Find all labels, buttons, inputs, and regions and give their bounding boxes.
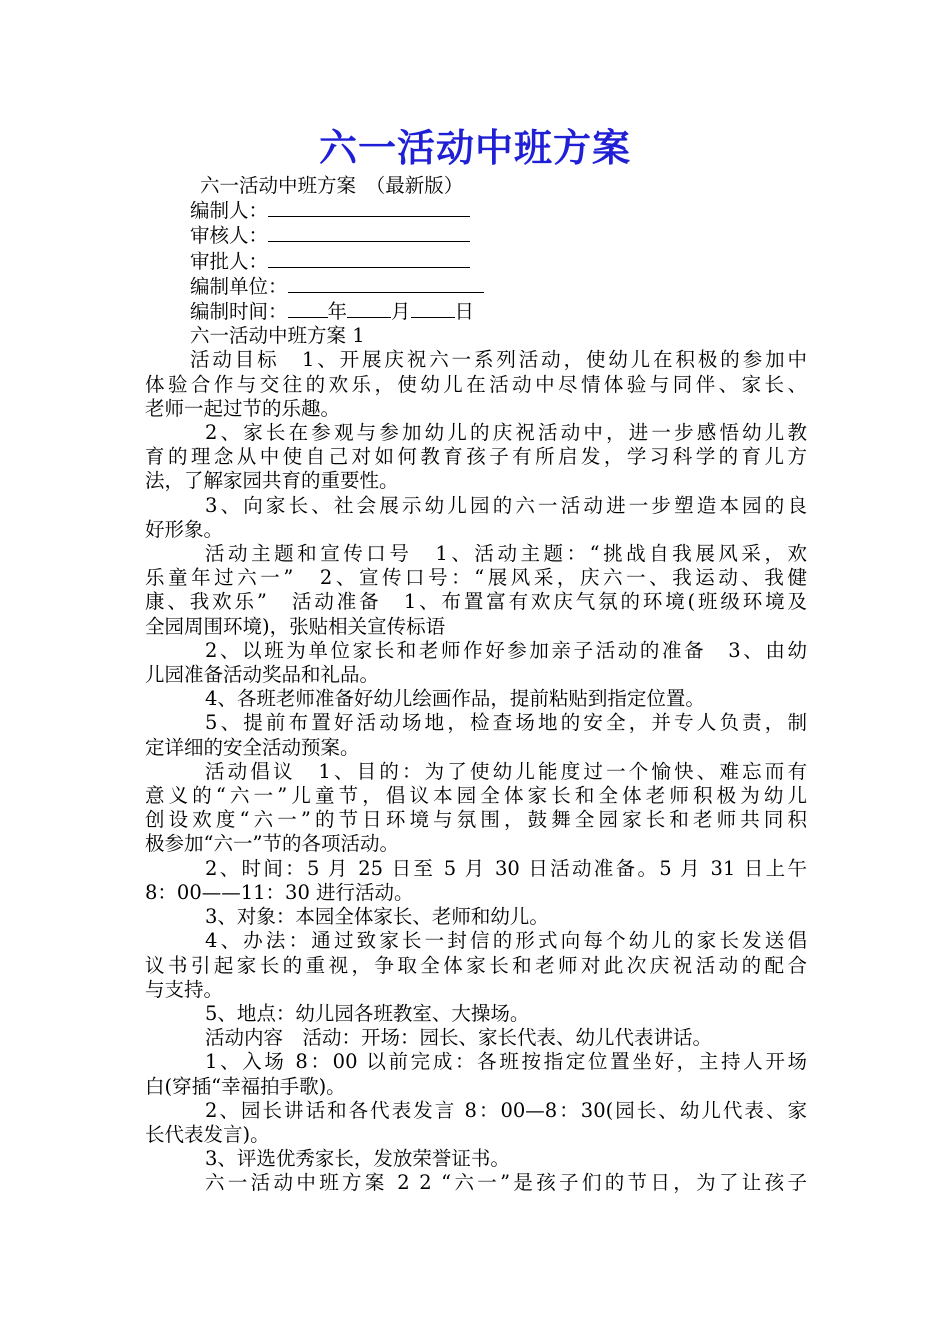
text-line: 极参加“六一”节的各项活动。 — [145, 832, 399, 856]
month-blank — [347, 299, 391, 318]
text-line: 2、园长讲话和各代表发言 8：00—8：30(园长、幼儿代表、家 — [205, 1098, 807, 1122]
approver-blank — [268, 249, 470, 268]
text-line: 与支持。 — [145, 977, 224, 1001]
text-line: 5、提前布置好活动场地，检查场地的安全，并专人负责，制 — [205, 711, 807, 735]
reviewer-field — [145, 223, 807, 248]
text-line: 活动目标 1、开展庆祝六一系列活动，使幼儿在积极的参加中 — [190, 348, 807, 372]
year-blank — [288, 299, 328, 318]
editor-label: 编制人： — [190, 199, 269, 223]
section-heading: 六一活动中班方案 1 — [190, 324, 365, 348]
text-line: 儿园准备活动奖品和礼品。 — [145, 663, 380, 687]
text-line: 老师一起过节的乐趣。 — [145, 396, 341, 420]
text-line: 2、家长在参观与参加幼儿的庆祝活动中，进一步感悟幼儿教 — [205, 421, 807, 445]
day-blank — [411, 299, 455, 318]
document-subtitle: 六一活动中班方案 （最新版） — [200, 174, 464, 197]
text-line: 全园周围环境)，张贴相关宣传标语 — [145, 614, 446, 638]
text-line: 创设欢度“六一”的节日环境与氛围，鼓舞全园家长和老师共同积 — [145, 808, 807, 832]
approver-field — [145, 249, 807, 274]
month-label: 月 — [391, 300, 411, 324]
text-line: 活动内容 活动：开场：园长、家长代表、幼儿代表讲话。 — [205, 1026, 713, 1050]
day-label: 日 — [454, 300, 475, 324]
unit-blank — [288, 274, 484, 293]
text-line: 定详细的安全活动预案。 — [145, 735, 360, 759]
text-line: 4、各班老师准备好幼儿绘画作品，提前粘贴到指定位置。 — [205, 687, 705, 711]
editor-blank — [268, 198, 470, 217]
text-line: 8：00——11：30 进行活动。 — [145, 880, 414, 904]
text-line: 白(穿插“幸福拍手歌)。 — [145, 1074, 346, 1098]
text-line: 法，了解家园共育的重要性。 — [145, 469, 399, 493]
unit-field — [145, 274, 807, 299]
approver-label: 审批人： — [190, 249, 269, 273]
text-line: 意义的“六一”儿童节，倡议本园全体家长和全体老师积极为幼儿 — [145, 784, 807, 808]
text-line: 4、办法：通过致家长一封信的形式向每个幼儿的家长发送倡 — [205, 929, 807, 953]
text-line: 5、地点：幼儿园各班教室、大操场。 — [205, 1001, 530, 1025]
text-line: 六一活动中班方案 2 2 “六一”是孩子们的节日，为了让孩子 — [205, 1171, 807, 1195]
year-label: 年 — [327, 300, 348, 324]
text-line: 好形象。 — [145, 517, 224, 541]
text-line: 2、时间：5 月 25 日至 5 月 30 日活动准备。5 月 31 日上午 — [205, 856, 807, 880]
reviewer-blank — [268, 223, 470, 242]
text-line: 乐童年过六一” 2、宣传口号：“展风采，庆六一、我运动、我健 — [145, 566, 807, 590]
text-line: 3、评选优秀家长，发放荣誉证书。 — [205, 1147, 510, 1171]
unit-label: 编制单位： — [190, 274, 288, 298]
document-body — [145, 174, 807, 1196]
text-line: 育的理念从中使自己对如何教育孩子有所启发，学习科学的育儿方 — [145, 445, 807, 469]
editor-field — [145, 198, 807, 223]
time-field — [145, 299, 807, 324]
text-line: 活动主题和宣传口号 1、活动主题：“挑战自我展风采，欢 — [205, 542, 807, 566]
text-line: 议书引起家长的重视，争取全体家长和老师对此次庆祝活动的配合 — [145, 953, 807, 977]
reviewer-label: 审核人： — [190, 224, 269, 248]
text-line: 2、以班为单位家长和老师作好参加亲子活动的准备 3、由幼 — [205, 638, 807, 662]
text-line: 体验合作与交往的欢乐，使幼儿在活动中尽情体验与同伴、家长、 — [145, 372, 807, 396]
document-title: 六一活动中班方案 — [318, 126, 631, 170]
text-line: 1、入场 8：00 以前完成：各班按指定位置坐好，主持人开场 — [205, 1050, 807, 1074]
text-line: 3、向家长、社会展示幼儿园的六一活动进一步塑造本园的良 — [205, 493, 807, 517]
text-line: 3、对象：本园全体家长、老师和幼儿。 — [205, 905, 549, 929]
text-line: 康、我欢乐” 活动准备 1、布置富有欢庆气氛的环境(班级环境及 — [145, 590, 807, 614]
text-line: 长代表发言)。 — [145, 1122, 270, 1146]
time-label: 编制时间： — [190, 300, 288, 324]
text-line: 活动倡议 1、目的：为了使幼儿能度过一个愉快、难忘而有 — [205, 759, 807, 783]
